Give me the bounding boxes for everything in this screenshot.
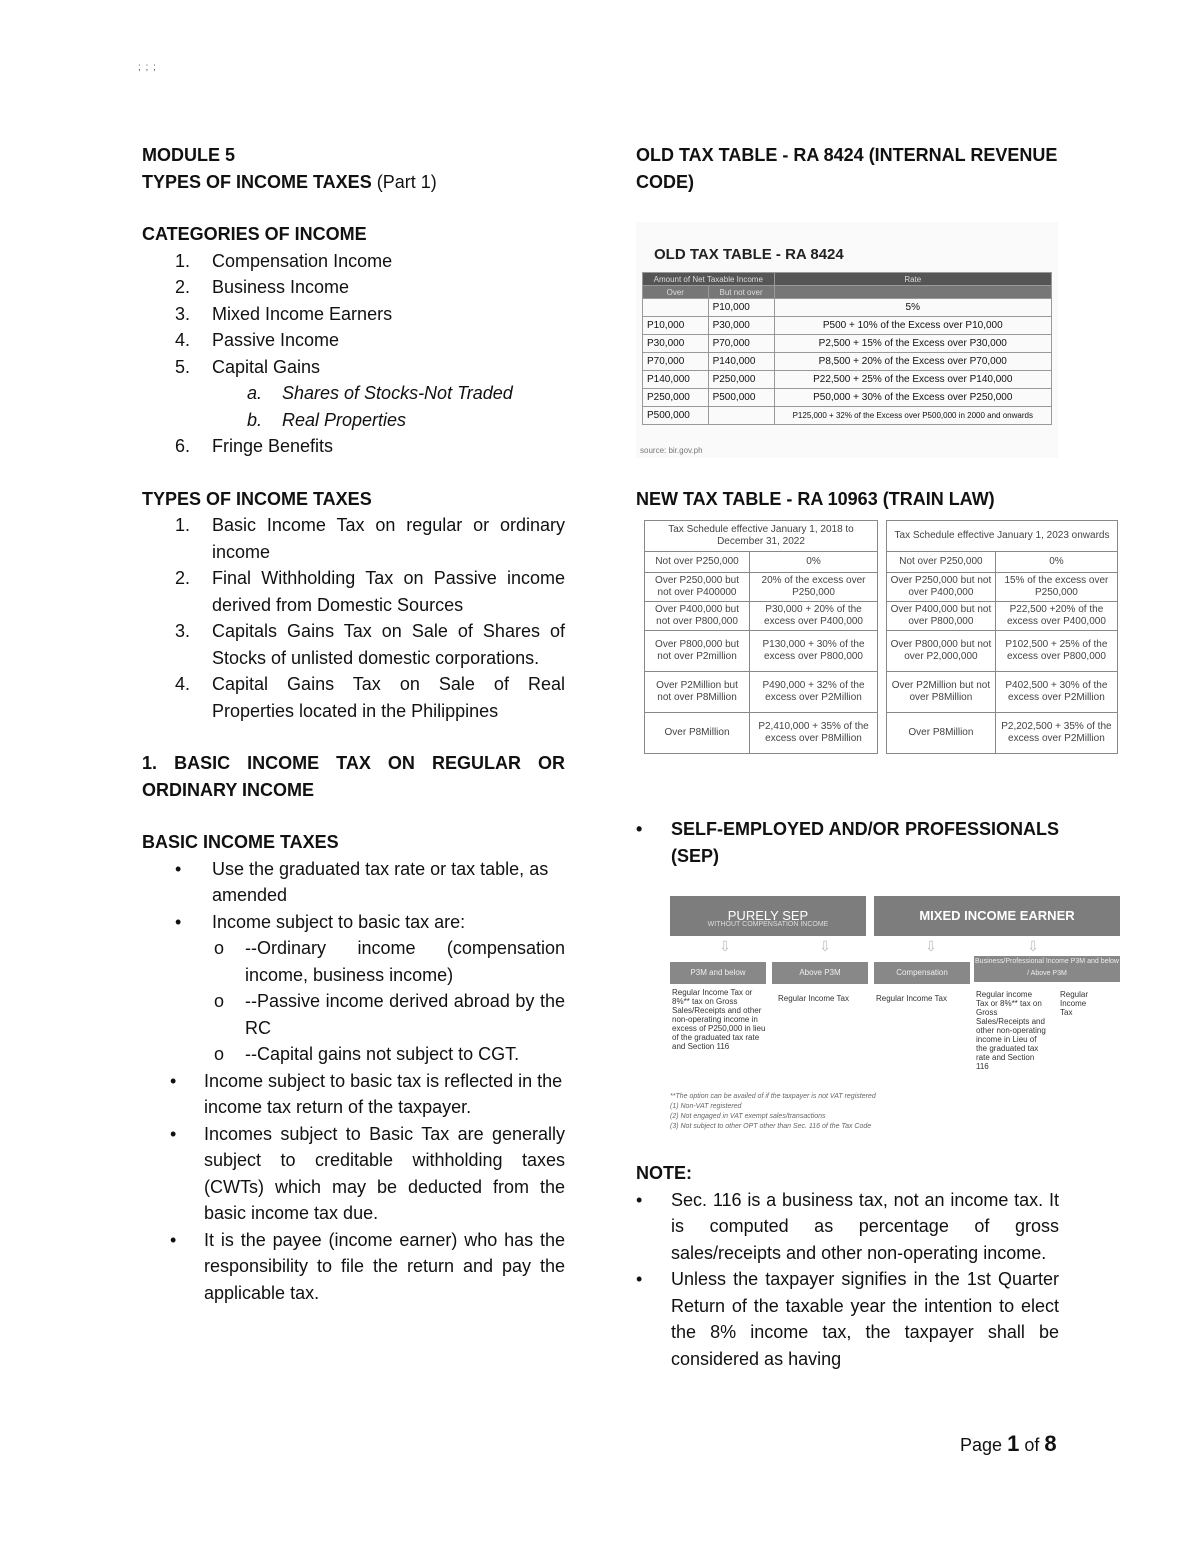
note-section	[636, 1160, 1059, 1372]
section-1-heading: 1. BASIC INCOME TAX ON REGULAR OR ORDINARY INCOME	[142, 753, 565, 800]
header-mark: ; ; ;	[138, 62, 157, 73]
sub-bullet-item: o --Passive income derived abroad by the RC	[214, 991, 565, 1038]
purely-sep-bar: PURELY SEP WITHOUT COMPENSATION INCOME	[670, 896, 866, 936]
table-row: Over P400,000 but not over P800,000 P22,500 +20% of the excess over P400,000	[887, 602, 1118, 631]
table-row: Over P400,000 but not over P800,000 P30,000 + 20% of the excess over P400,000	[645, 602, 878, 631]
list-item: 4. Passive Income	[175, 330, 340, 350]
sep-text-4: Regular income Tax or 8%** tax on Gross Sales/Receipts and other non-operating income in Lieu of the graduated tax rate and Section 116	[976, 990, 1046, 1071]
bullet-item: • Incomes subject to Basic Tax are generally subject to creditable withholding taxes (CWTs) which may be deducted from the basic income tax due.	[170, 1123, 565, 1223]
sep-heading: • SELF-EMPLOYED AND/OR PROFESSIONALS (SEP)	[636, 819, 1059, 866]
module-subtitle: TYPES OF INCOME TAXES (Part 1)	[142, 171, 437, 192]
down-arrow-icon: ⇩	[925, 938, 937, 954]
down-arrow-icon: ⇩	[719, 938, 731, 954]
table-row: P10,000 P30,000 P500 + 10% of the Excess over P10,000	[643, 317, 1052, 335]
old-table-title: OLD TAX TABLE - RA 8424	[654, 246, 844, 263]
table-row: P30,000 P70,000 P2,500 + 15% of the Excess over P30,000	[643, 335, 1052, 353]
table-row: P140,000 P250,000 P22,500 + 25% of the Excess over P140,000	[643, 371, 1052, 389]
table-row: Over P2Million but not over P8Million P402,500 + 30% of the excess over P2Million	[887, 672, 1118, 713]
table-row: Over P8Million P2,202,500 + 35% of the excess over P2Million	[887, 713, 1118, 754]
list-item: 2. Final Withholding Tax on Passive income derived from Domestic Sources	[175, 568, 565, 615]
types-heading: TYPES OF INCOME TAXES	[142, 488, 372, 509]
list-item: 1. Compensation Income	[175, 250, 393, 271]
table-row: Over P8Million P2,410,000 + 35% of the excess over P8Million	[645, 713, 878, 754]
sub-bullet-item: o --Ordinary income (compensation income, business income)	[214, 938, 565, 985]
table-row: P70,000 P140,000 P8,500 + 20% of the Excess over P70,000	[643, 353, 1052, 371]
new-tax-table-2023: Tax Schedule effective January 1, 2023 onwards Not over P250,000 0% Over P250,000 but not over P400,000 15% of the excess over P250,000 Over P400,000 but not over P800,000 P22,500 +20% of the excess over P400,000 Over P800,000 but not over P2,000,000 P102,500 + 25% of the excess over P800,000 Over P2Million but not over P8Million P402,500 + 30% of the excess over P2Million Over P8Million P2,202,500 + 35% of the excess over P2Million	[886, 520, 1118, 754]
new-table-heading: NEW TAX TABLE - RA 10963 (TRAIN LAW)	[636, 489, 995, 509]
basic-heading: BASIC INCOME TAXES	[142, 832, 339, 852]
table-row: Over P250,000 but not over P400000 20% of the excess over P250,000	[645, 573, 878, 602]
down-arrow-icon: ⇩	[819, 938, 831, 954]
old-tax-table: Amount of Net Taxable Income Rate Over But not over P10,000 5% P10,000 P30,000 P500 + 10% of the Excess over P10,000 P30,000 P70,000 P2,500 + 15% of the Excess over P30,000 P70,000 P140,000 P8,500 + 20% of the Excess over P70,000 P140,000 P250,000 P22,500 + 25% of the Excess over P140,000 P250,000 P500,000 P50,000 + 30% of the Excess over P250,000 P500,000 P125,000 + 32% of the Excess over P500,000 in 2000 and onwards	[642, 272, 1052, 425]
categories-list	[142, 248, 565, 460]
list-item: 6. Fringe Benefits	[175, 436, 334, 456]
box-business-income: Business/Professional Income P3M and below / Above P3M	[974, 956, 1120, 982]
table-row: P250,000 P500,000 P50,000 + 30% of the Excess over P250,000	[643, 389, 1052, 407]
types-list	[142, 512, 565, 724]
new-tax-table-image	[640, 520, 1118, 778]
page-number: Page 1 of 8	[960, 1431, 1057, 1456]
sep-text-5: Regular Income Tax	[1060, 990, 1089, 1017]
table-row: P10,000 5%	[643, 299, 1052, 317]
old-table-heading: OLD TAX TABLE - RA 8424 (INTERNAL REVENUE CODE)	[636, 145, 1058, 192]
left-column	[142, 142, 565, 1306]
table-row: Over P250,000 but not over P400,000 15% of the excess over P250,000	[887, 573, 1118, 602]
sub-list-item: a. Shares of Stocks-Not Traded	[247, 383, 513, 403]
list-item: 3. Mixed Income Earners	[175, 303, 393, 324]
module-title: MODULE 5	[142, 145, 236, 165]
box-above-p3m: Above P3M	[772, 962, 868, 984]
down-arrow-icon: ⇩	[1027, 938, 1039, 954]
old-table-source: source: bir.gov.ph	[640, 446, 703, 455]
table-row: Over P800,000 but not over P2million P130,000 + 30% of the excess over P800,000	[645, 631, 878, 672]
categories-heading: CATEGORIES OF INCOME	[142, 224, 367, 244]
bullet-item: • Income subject to basic tax is reflected in the income tax return of the taxpayer.	[170, 1070, 563, 1117]
sep-text-2: Regular Income Tax	[778, 994, 849, 1003]
list-item: 4. Capital Gains Tax on Sale of Real Properties located in the Philippines	[175, 674, 565, 721]
old-tax-table-image	[636, 222, 1058, 458]
box-p3m-below: P3M and below	[670, 962, 766, 984]
table-row: Not over P250,000 0%	[887, 552, 1118, 573]
list-item: 1. Basic Income Tax on regular or ordinary income	[175, 515, 565, 562]
mixed-income-bar: MIXED INCOME EARNER	[874, 896, 1120, 936]
bullet-item: • Unless the taxpayer signifies in the 1st Quarter Return of the taxable year the intention to elect the 8% income tax, the taxpayer shall be considered as having	[636, 1269, 1059, 1369]
table-row: Not over P250,000 0%	[645, 552, 878, 573]
list-item: 5. Capital Gains	[175, 356, 321, 377]
bullet-item: • Use the graduated tax rate or tax table, as amended	[175, 858, 549, 905]
table-row: Over P800,000 but not over P2,000,000 P102,500 + 25% of the excess over P800,000	[887, 631, 1118, 672]
table-row: Over P2Million but not over P8Million P490,000 + 32% of the excess over P2Million	[645, 672, 878, 713]
sep-footnotes: **The option can be availed of if the taxpayer is not VAT registered (1) Non-VAT registered (2) Not engaged in VAT exempt sales/transactions (3) Not subject to other OPT other than Sec. 116 of the Tax Code	[670, 1093, 876, 1130]
sep-chart-image	[668, 896, 1120, 1132]
table-row: P500,000 P125,000 + 32% of the Excess over P500,000 in 2000 and onwards	[643, 407, 1052, 425]
list-item: 3. Capitals Gains Tax on Sale of Shares of Stocks of unlisted domestic corporations.	[175, 621, 565, 668]
list-item: 2. Business Income	[175, 277, 350, 297]
bullet-item: • It is the payee (income earner) who has the responsibility to file the return and pay the applicable tax.	[170, 1229, 565, 1303]
box-compensation: Compensation	[874, 962, 970, 984]
new-tax-table-2018: Tax Schedule effective January 1, 2018 to December 31, 2022 Not over P250,000 0% Over P250,000 but not over P400000 20% of the excess over P250,000 Over P400,000 but not over P800,000 P30,000 + 20% of the excess over P400,000 Over P800,000 but not over P2million P130,000 + 30% of the excess over P800,000 Over P2Million but not over P8Million P490,000 + 32% of the excess over P2Million Over P8Million P2,410,000 + 35% of the excess over P8Million	[644, 520, 878, 754]
sep-text-1: Regular Income Tax or 8%** tax on Gross Sales/Receipts and other non-operating income in excess of P250,000 in lieu of the graduated tax rate and Section 116	[672, 988, 766, 1051]
sub-list-item: b. Real Properties	[247, 409, 407, 430]
sub-bullet-item: o --Capital gains not subject to CGT.	[214, 1044, 520, 1064]
bullet-item: • Sec. 116 is a business tax, not an income tax. It is computed as percentage of gross sales/receipts and other non-operating income.	[636, 1189, 1059, 1263]
sep-text-3: Regular Income Tax	[876, 994, 947, 1003]
note-heading: NOTE:	[636, 1163, 692, 1183]
bullet-item: • Income subject to basic tax are:	[175, 911, 466, 932]
